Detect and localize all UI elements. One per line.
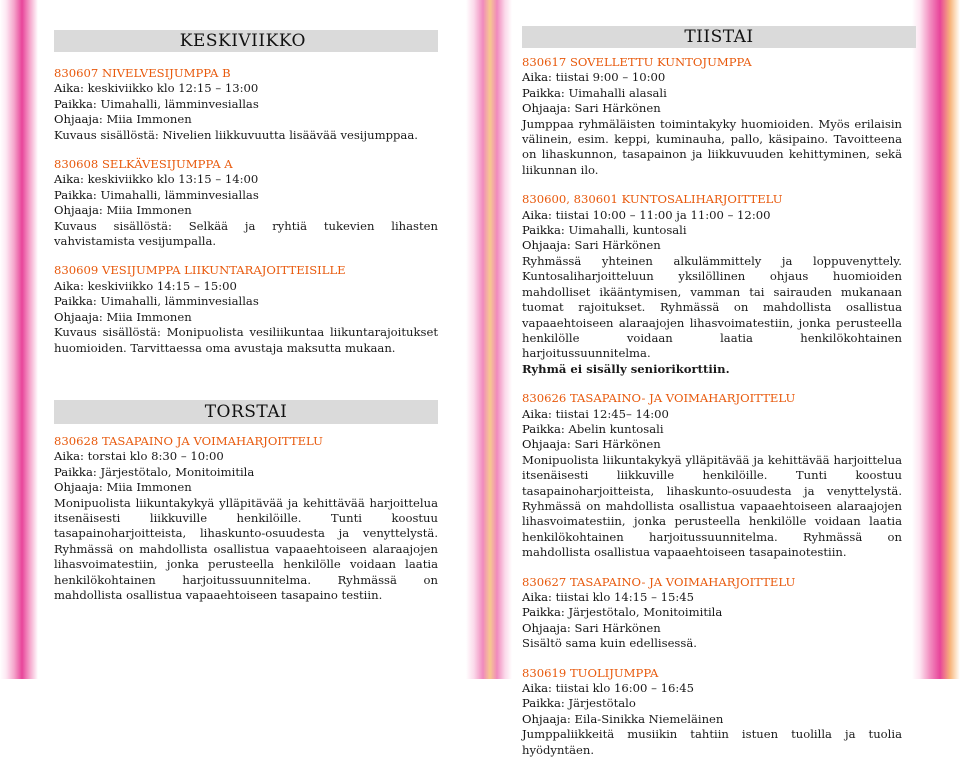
activity-instructor: Ohjaaja: Miia Immonen (54, 203, 192, 218)
activity-instructor: Ohjaaja: Miia Immonen (54, 309, 192, 324)
activity-note: Ryhmä ei sisälly seniorikorttiin. (522, 361, 730, 376)
activity-title: 830619 TUOLIJUMPPA (522, 665, 659, 680)
activity-description: Kuvaus sisällöstä: Selkää ja ryhtiä tukevien lihasten vahvistamista vesijumpalla. (54, 218, 438, 249)
activity-title: 830600, 830601 KUNTOSALIHARJOITTELU (522, 192, 783, 207)
decorative-stripe-middle (466, 0, 512, 679)
day-header-tiistai: TIISTAI (522, 26, 916, 48)
activity-block (54, 434, 438, 603)
activity-place: Paikka: Uimahalli, kuntosali (522, 223, 687, 238)
activity-description: Jumppaa ryhmäläisten toimintakyky huomioiden. Myös erilaisin välinein, esim. keppi, kuminauha, pallo, käsipaino. Tavoitteena on lihaskunnon, tasapainon ja liikkuvuuden kehittyminen, sekä liikunnan ilo. (522, 116, 902, 177)
activity-title: 830627 TASAPAINO- JA VOIMAHARJOITTELU (522, 574, 796, 589)
day-header-keskiviikko: KESKIVIIKKO (54, 30, 438, 52)
activity-description: Jumppaliikkeitä musiikin tahtiin istuen tuolilla ja tuolia hyödyntäen. (522, 727, 902, 757)
activity-time: Aika: tiistai 9:00 – 10:00 (522, 70, 666, 85)
activity-place: Paikka: Abelin kuntosali (522, 421, 664, 436)
activity-instructor: Ohjaaja: Sari Härkönen (522, 238, 661, 253)
activity-title: 830617 SOVELLETTU KUNTOJUMPPA (522, 55, 752, 69)
activity-description: Kuvaus sisällöstä: Nivelien liikkuvuutta lisäävää vesijumppaa. (54, 127, 418, 142)
decorative-stripe-right (912, 0, 960, 679)
activity-time: Aika: tiistai 12:45– 14:00 (522, 406, 669, 421)
activity-instructor: Ohjaaja: Sari Härkönen (522, 437, 661, 452)
activity-description: Sisältö sama kuin edellisessä. (522, 636, 697, 651)
activity-time: Aika: tiistai 10:00 – 11:00 ja 11:00 – 12:00 (522, 207, 771, 222)
activity-instructor: Ohjaaja: Eila-Sinikka Niemeläinen (522, 711, 724, 726)
activity-description: Monipuolista liikuntakykyä ylläpitävää ja kehittävää harjoittelua itsenäisesti liikkuville henkilöille. Tunti koostuu tasapainoharjoitteista, lihaskunto-osuudesta ja venyttelystä. Ryhmässä on mahdollista osallistua vapaaehtoiseen alaraajojen lihasvoimatestiin, jonka perusteella henkilölle voidaan laatia henkilökohtainen harjoitussuunnitelma. Ryhmässä on mahdollista osallistua vapaaehtoiseen tasapaino testiin. (54, 495, 438, 603)
activity-title: 830607 NIVELVESIJUMPPA B (54, 66, 231, 80)
activity-time: Aika: tiistai klo 14:15 – 15:45 (522, 590, 695, 604)
activity-block (522, 575, 902, 652)
activity-block (522, 666, 902, 758)
activity-title: 830609 VESIJUMPPA LIIKUNTARAJOITTEISILLE (54, 263, 346, 278)
activity-place: Paikka: Järjestötalo, Monitoimitila (54, 464, 255, 479)
activity-time: Aika: keskiviikko klo 12:15 – 13:00 (54, 81, 259, 96)
right-column-tuesday (522, 55, 902, 772)
activity-block (54, 263, 438, 355)
activity-title: 830628 TASAPAINO JA VOIMAHARJOITTELU (54, 434, 323, 448)
activity-block (522, 192, 902, 377)
activity-place: Paikka: Järjestötalo, Monitoimitila (522, 605, 723, 620)
activity-time: Aika: keskiviikko klo 13:15 – 14:00 (54, 172, 259, 187)
activity-instructor: Ohjaaja: Miia Immonen (54, 480, 192, 495)
activity-description: Monipuolista liikuntakykyä ylläpitävää ja kehittävää harjoittelua itsenäisesti liikkuville henkilöille. Tunti koostuu tasapainoharjoitteista, lihaskunto-osuudesta ja venyttelystä. Ryhmässä on mahdollista osallistua vapaaehtoiseen alaraajojen lihasvoimatestiin, jonka perusteella henkilölle voidaan laatia henkilökohtainen harjoitussuunnitelma. Ryhmässä on mahdollista osallistua vapaaehtoiseen tasapainotestiin. (522, 452, 902, 560)
activity-instructor: Ohjaaja: Sari Härkönen (522, 101, 661, 116)
day-header-torstai: TORSTAI (54, 400, 438, 424)
activity-time: Aika: keskiviikko 14:15 – 15:00 (54, 278, 237, 293)
activity-instructor: Ohjaaja: Sari Härkönen (522, 620, 661, 635)
activity-time: Aika: tiistai klo 16:00 – 16:45 (522, 681, 695, 696)
activity-place: Paikka: Uimahalli alasali (522, 85, 667, 100)
activity-place: Paikka: Uimahalli, lämminvesiallas (54, 96, 259, 111)
activity-time: Aika: torstai klo 8:30 – 10:00 (54, 449, 224, 464)
activity-title: 830626 TASAPAINO- JA VOIMAHARJOITTELU (522, 391, 796, 406)
activity-place: Paikka: Järjestötalo (522, 696, 636, 711)
activity-description: Kuvaus sisällöstä: Monipuolista vesiliikuntaa liikuntarajoitukset huomioiden. Tarvittaessa oma avustaja maksutta mukaan. (54, 325, 438, 355)
activity-place: Paikka: Uimahalli, lämminvesiallas (54, 294, 259, 309)
activity-place: Paikka: Uimahalli, lämminvesiallas (54, 187, 259, 202)
activity-block (54, 66, 438, 143)
decorative-stripe-left (0, 0, 38, 679)
activity-description: Ryhmässä yhteinen alkulämmittely ja loppuvenyttely. Kuntosaliharjoitteluun yksilöllinen ohjaus huomioiden mahdolliset ikääntymisen, vamman tai sairauden mukanaan tuomat rajoitukset. Ryhmässä on mahdollista osallistua vapaaehtoiseen alaraajojen lihasvoimatestiin, jonka perusteella henkilölle voidaan laatia henkilökohtainen harjoitussuunnitelma. (522, 253, 902, 361)
activity-block (522, 55, 902, 178)
activity-title: 830608 SELKÄVESIJUMPPA A (54, 157, 233, 172)
left-column-wednesday (54, 66, 438, 370)
activity-instructor: Ohjaaja: Miia Immonen (54, 112, 192, 127)
activity-block (54, 157, 438, 249)
left-column-thursday (54, 434, 438, 617)
activity-block (522, 391, 902, 560)
